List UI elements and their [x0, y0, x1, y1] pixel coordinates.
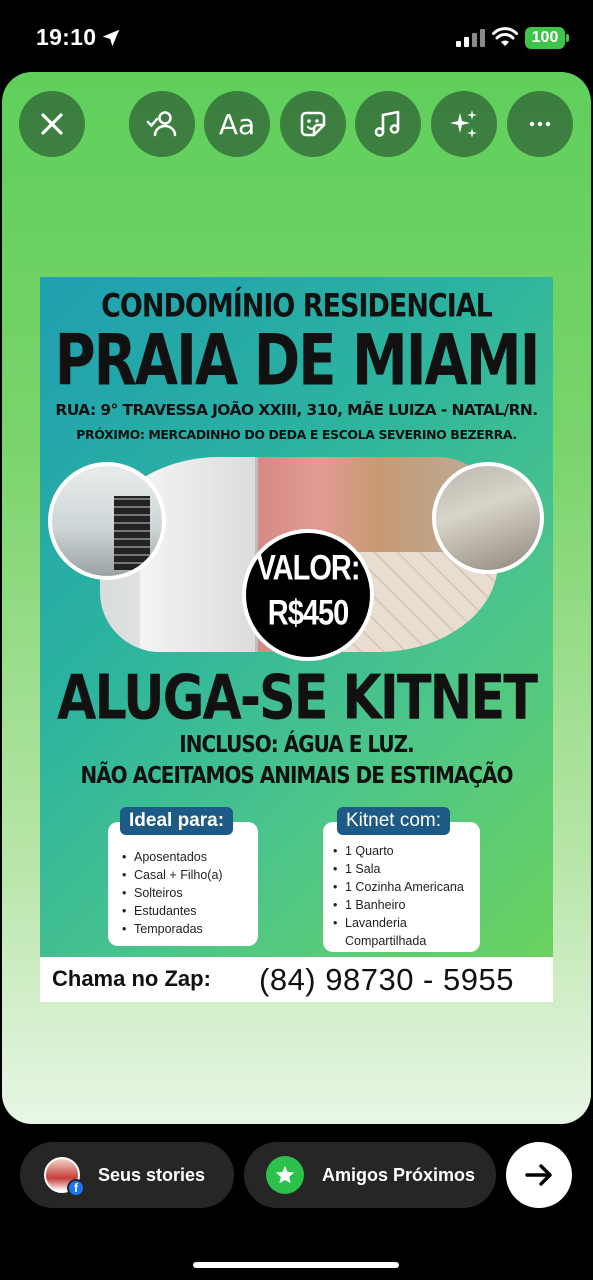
- list-item: • Aposentados: [122, 848, 258, 866]
- ideal-for-title: Ideal para:: [120, 807, 233, 835]
- price-label: VALOR:: [256, 549, 360, 589]
- list-item: • Temporadas: [122, 920, 258, 938]
- status-time: 19:10: [36, 24, 97, 50]
- rental-poster: [40, 277, 553, 1002]
- poster-top-line: CONDOMÍNIO RESIDENCIAL: [101, 287, 492, 326]
- contact-strip: [40, 957, 553, 1002]
- arrow-right-icon: [522, 1158, 556, 1192]
- price-value: R$450: [267, 594, 349, 634]
- list-item: • 1 Quarto: [333, 842, 480, 860]
- price-badge: [242, 529, 374, 661]
- close-button[interactable]: [19, 91, 85, 157]
- avatar: [44, 1157, 80, 1193]
- kitnet-features-box: [323, 822, 480, 952]
- send-next-button[interactable]: [506, 1142, 572, 1208]
- contact-number: (84) 98730 - 5955: [259, 962, 514, 997]
- battery-indicator: 100: [525, 27, 565, 49]
- cellular-signal-icon: [456, 29, 486, 47]
- text-tool-label: Aa: [218, 107, 256, 141]
- poster-nearby: PRÓXIMO: MERCADINHO DO DEDA E ESCOLA SEVERINO BEZERRA.: [76, 427, 517, 442]
- hallway-photo-circle: [432, 462, 544, 574]
- list-item: • Solteiros: [122, 884, 258, 902]
- music-icon: [371, 107, 405, 141]
- list-item: • 1 Sala: [333, 860, 480, 878]
- share-close-friends-button[interactable]: [244, 1142, 496, 1208]
- tag-people-icon: [145, 107, 179, 141]
- status-bar: [0, 0, 593, 72]
- facebook-icon: f: [67, 1179, 85, 1197]
- share-your-stories-button[interactable]: [20, 1142, 234, 1208]
- wifi-icon: [492, 26, 518, 48]
- poster-no-pets: NÃO ACEITAMOS ANIMAIS DE ESTIMAÇÃO: [80, 761, 513, 789]
- ideal-for-list: [122, 848, 258, 938]
- poster-headline: ALUGA-SE KITNET: [57, 663, 536, 734]
- star-icon: [274, 1164, 296, 1186]
- door-photo: [140, 457, 258, 652]
- music-button[interactable]: [355, 91, 421, 157]
- more-options-button[interactable]: [507, 91, 573, 157]
- kitnet-features-title: Kitnet com:: [337, 807, 450, 835]
- kitnet-features-list: [333, 842, 480, 950]
- list-item: Compartilhada: [345, 934, 427, 948]
- sparkles-icon: [447, 107, 481, 141]
- poster-title: PRAIA DE MIAMI: [54, 320, 539, 403]
- kitchen-photo-circle: [48, 462, 166, 580]
- list-item: • Lavanderia: [333, 914, 480, 932]
- close-friends-star-icon: [266, 1156, 304, 1194]
- story-editor: [2, 72, 591, 1124]
- text-tool-button[interactable]: [204, 91, 270, 157]
- effects-button[interactable]: [431, 91, 497, 157]
- sticker-button[interactable]: [280, 91, 346, 157]
- tag-people-button[interactable]: [129, 91, 195, 157]
- list-item: • Estudantes: [122, 902, 258, 920]
- home-indicator[interactable]: [193, 1262, 399, 1268]
- poster-included: INCLUSO: ÁGUA E LUZ.: [179, 730, 414, 758]
- sticker-icon: [296, 107, 330, 141]
- contact-label: Chama no Zap:: [52, 966, 211, 991]
- list-item: • 1 Cozinha Americana: [333, 878, 480, 896]
- list-item: • 1 Banheiro: [333, 896, 480, 914]
- poster-address: RUA: 9° TRAVESSA JOÃO XXIII, 310, MÃE LUIZA - NATAL/RN.: [55, 401, 538, 419]
- location-arrow-icon: [100, 27, 122, 49]
- close-friends-label: Amigos Próximos: [322, 1164, 476, 1185]
- ideal-for-box: [108, 822, 258, 946]
- your-stories-label: Seus stories: [98, 1164, 206, 1185]
- more-icon: [523, 107, 557, 141]
- list-item: • Casal + Filho(a): [122, 866, 258, 884]
- close-icon: [35, 107, 69, 141]
